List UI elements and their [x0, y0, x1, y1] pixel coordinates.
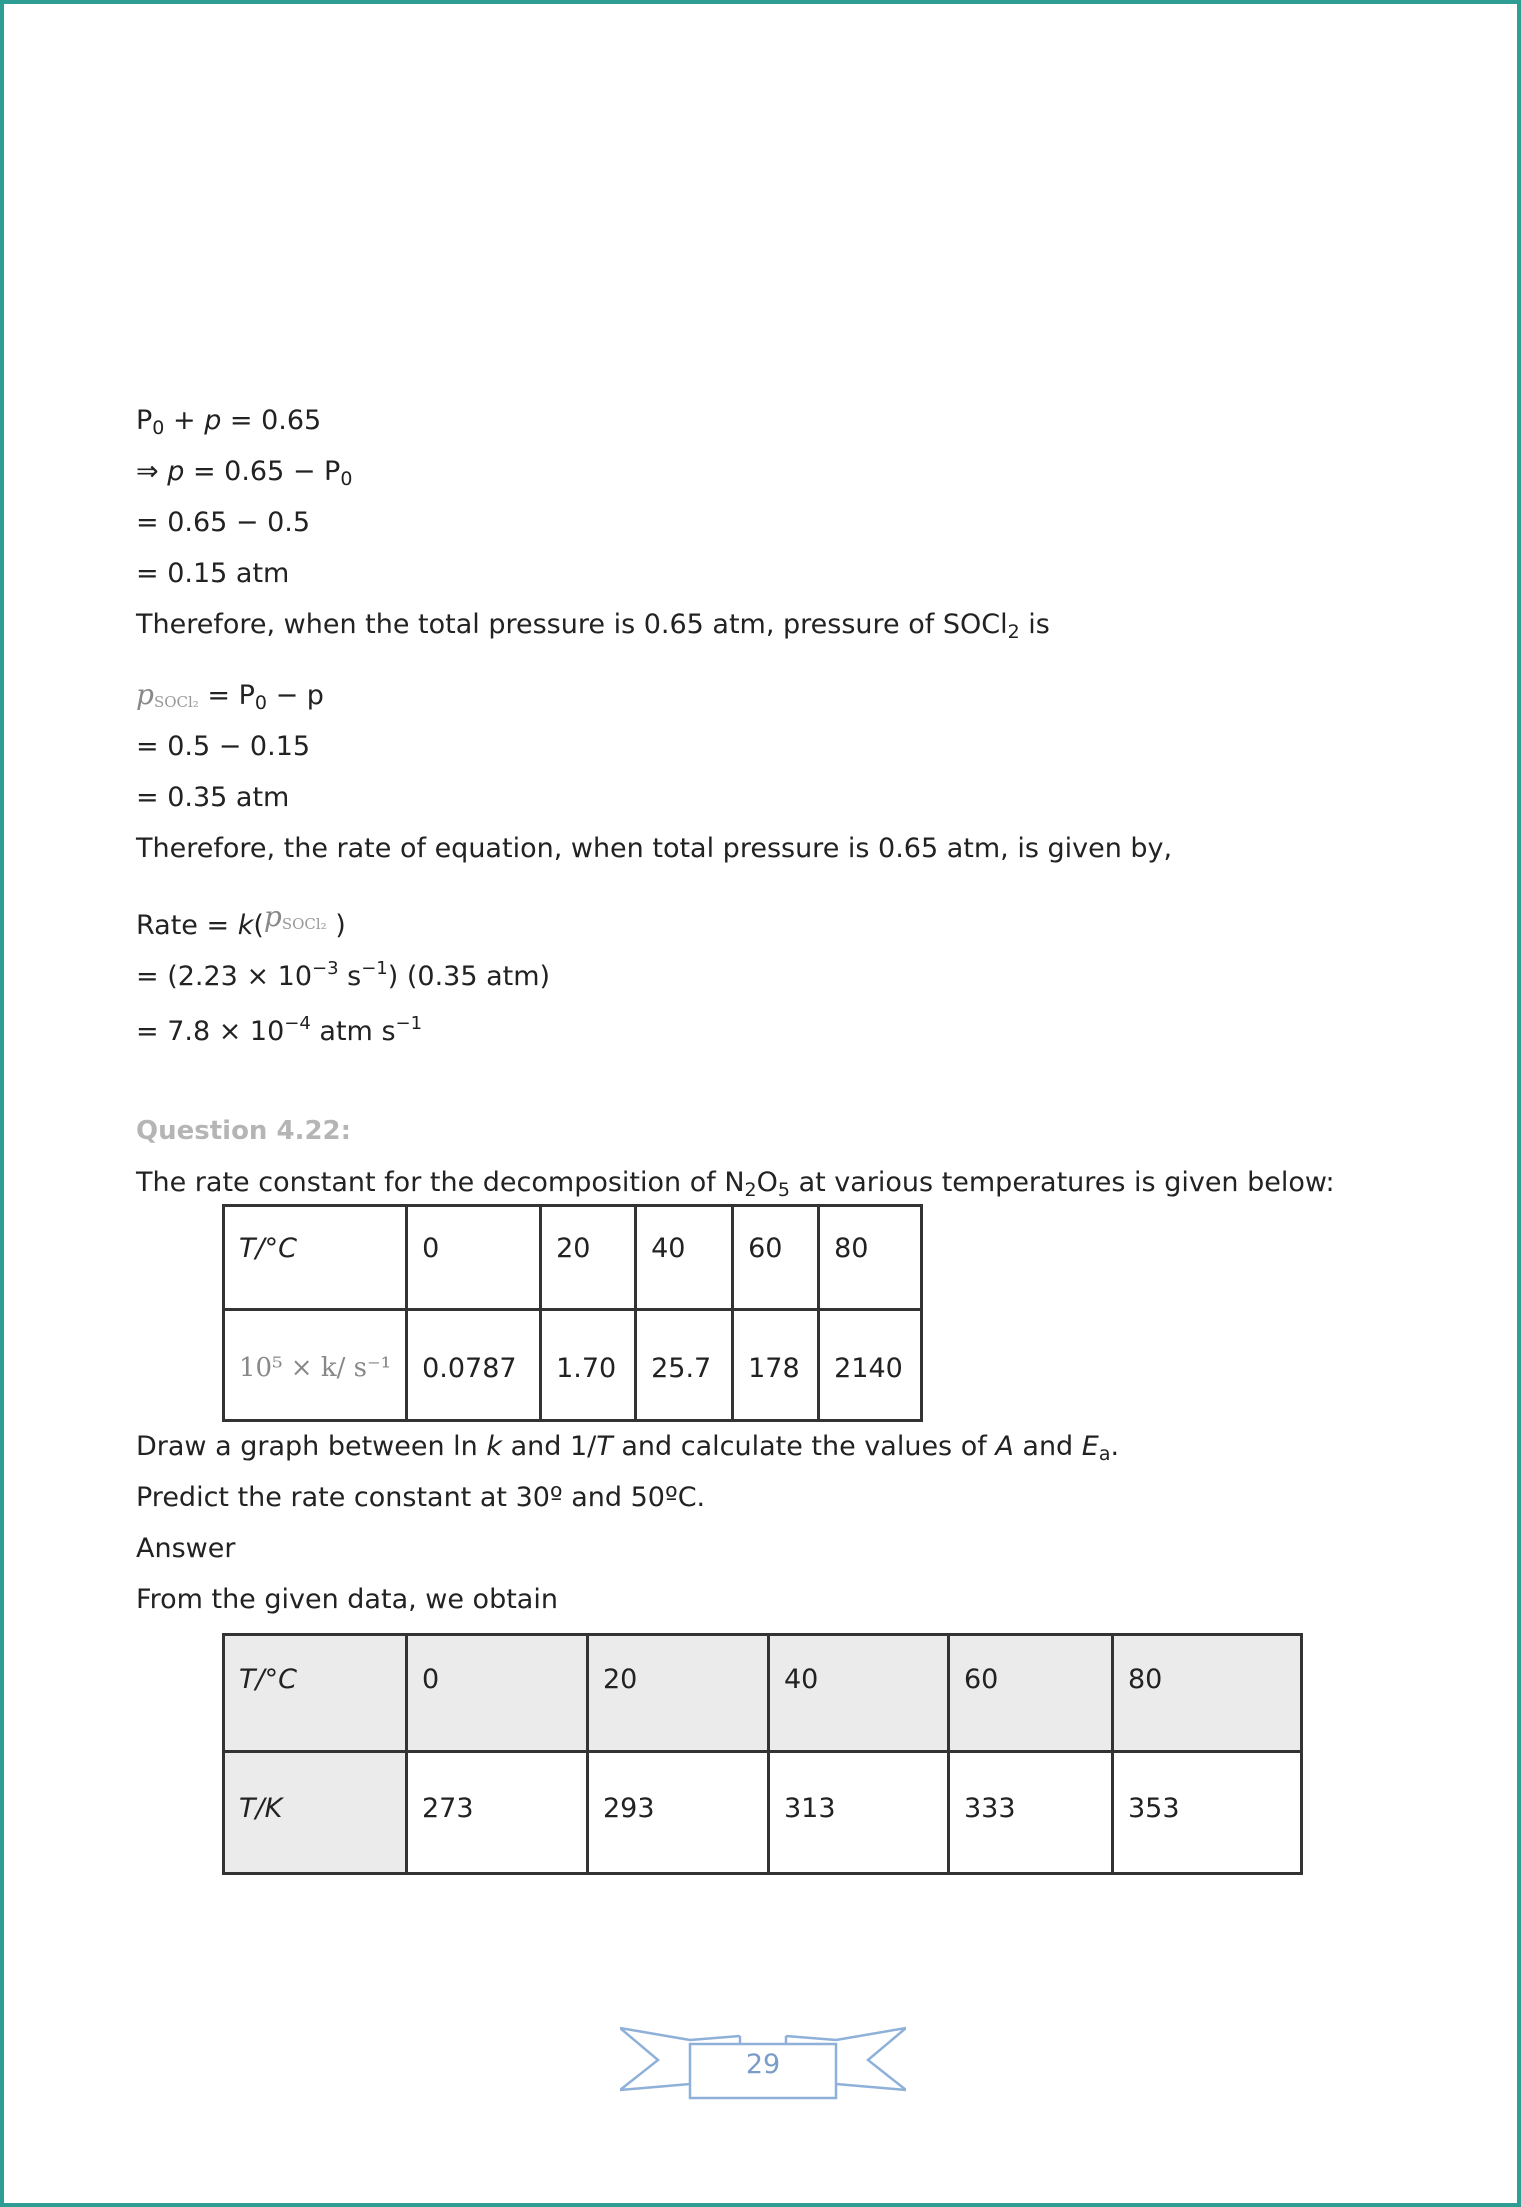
- table-header-cell: T/°C: [224, 1206, 407, 1310]
- equation-line: = 0.65 − 0.5: [136, 507, 311, 538]
- pressure-symbol-image: pSOCl₂: [263, 900, 327, 933]
- equation-line: = 0.15 atm: [136, 558, 290, 589]
- temperature-conversion-table: [222, 1633, 1303, 1875]
- table-row: [224, 1206, 922, 1310]
- table-cell: 333: [949, 1752, 1113, 1874]
- table-cell: 353: [1113, 1752, 1302, 1874]
- page-number-banner: [620, 2024, 906, 2106]
- question-task: Predict the rate constant at 30º and 50ºC.: [136, 1482, 706, 1513]
- table-cell: 80: [819, 1206, 922, 1310]
- equation-line: $P_0 + p = 0.65$: [136, 405, 322, 439]
- table-cell: 1.70: [541, 1310, 636, 1421]
- answer-label: Answer: [136, 1533, 236, 1564]
- table-cell: 313: [769, 1752, 949, 1874]
- pressure-symbol-image: pSOCl₂: [136, 678, 199, 711]
- rate-constant-table: [222, 1204, 923, 1422]
- table-row: [224, 1752, 1302, 1874]
- equation-line: = 0.5 − 0.15: [136, 731, 311, 762]
- table-cell: 273: [407, 1752, 588, 1874]
- equation-line: ⇒ $p = 0.65 - P_0$: [136, 456, 353, 490]
- table-cell: 20: [588, 1635, 769, 1752]
- table-row: [224, 1635, 1302, 1752]
- table-header-cell: T/°C: [224, 1635, 407, 1752]
- table-header-cell: 10⁵ × k/ s⁻¹: [224, 1310, 407, 1421]
- table-cell: 20: [541, 1206, 636, 1310]
- table-header-cell: T/K: [224, 1752, 407, 1874]
- table-cell: 178: [733, 1310, 819, 1421]
- equation-line: pSOCl₂ = $P_0 - p$: [136, 678, 324, 714]
- document-page: [4, 4, 1517, 2203]
- table-cell: 293: [588, 1752, 769, 1874]
- table-cell: 0: [407, 1206, 541, 1310]
- paragraph: From the given data, we obtain: [136, 1584, 558, 1615]
- page-number: 29: [745, 2049, 781, 2080]
- table-cell: 40: [769, 1635, 949, 1752]
- table-cell: 0.0787: [407, 1310, 541, 1421]
- paragraph: Therefore, when the total pressure is 0.65 atm, pressure of SOCl$_2$ is: [136, 609, 1050, 643]
- table-cell: 40: [636, 1206, 733, 1310]
- table-row: [224, 1310, 922, 1421]
- question-title: Question 4.22:: [136, 1116, 352, 1146]
- equation-line: Rate = k(pSOCl₂ ): [136, 900, 346, 941]
- table-cell: 25.7: [636, 1310, 733, 1421]
- equation-line: = 0.35 atm: [136, 782, 290, 813]
- question-text: The rate constant for the decomposition of $N_2O_5$ at various temperatures is given below:: [136, 1167, 1335, 1201]
- question-task: Draw a graph between ln k and 1/T and calculate the values of A and $E_a$.: [136, 1431, 1120, 1465]
- table-cell: 60: [733, 1206, 819, 1310]
- table-cell: 60: [949, 1635, 1113, 1752]
- table-cell: 2140: [819, 1310, 922, 1421]
- equation-line: = ($2.23 \times 10^{-3}$ $s^{-1}$) (0.35 atm): [136, 958, 551, 992]
- table-cell: 80: [1113, 1635, 1302, 1752]
- table-cell: 0: [407, 1635, 588, 1752]
- paragraph: Therefore, the rate of equation, when total pressure is 0.65 atm, is given by,: [136, 833, 1173, 864]
- equation-line: = $7.8 \times 10^{-4}$ atm $s^{-1}$: [136, 1013, 423, 1047]
